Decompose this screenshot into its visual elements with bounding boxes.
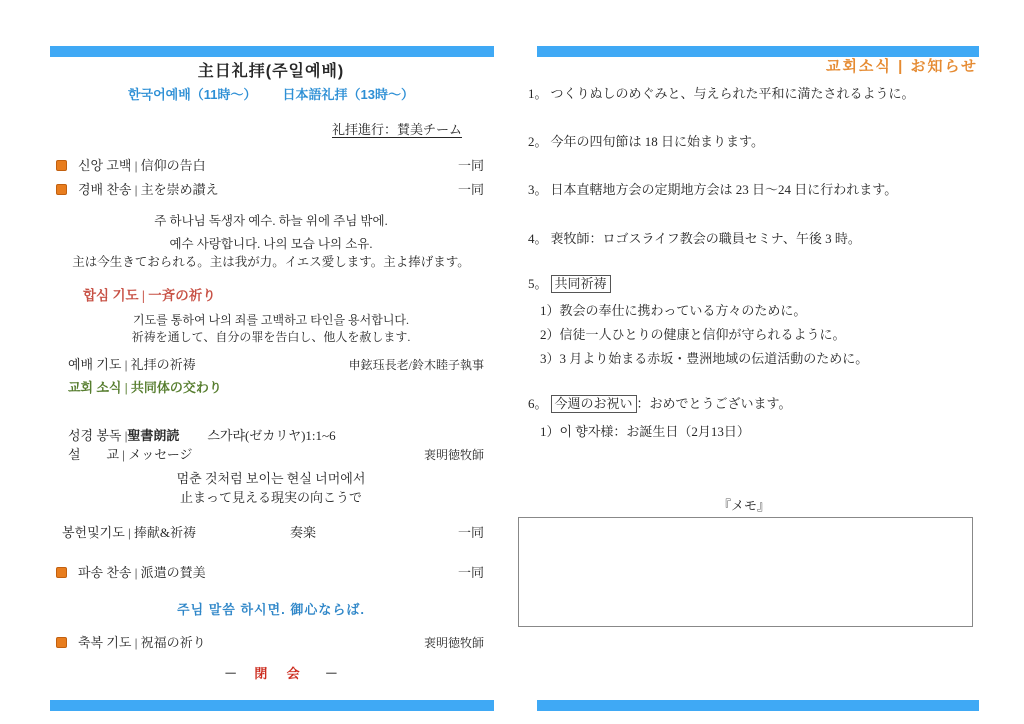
orange-square-bullet-icon	[56, 567, 67, 578]
worship-leader-text: 礼拝進行：賛美チーム	[331, 122, 462, 137]
item-text: ：おめでとうございます。	[636, 396, 792, 411]
boxed-label: 共同祈祷	[551, 275, 611, 293]
item-performer: 一同	[457, 525, 484, 540]
item-label-jp: 聖書朗読	[127, 428, 180, 443]
item-text: 日本直轄地方会の定期地方会は 23 日～24 日に行われます。	[550, 182, 898, 197]
item-text: つくりぬしのめぐみと、与えられた平和に満たされるように。	[550, 86, 915, 101]
scripture-reference: 스가랴(ゼカリヤ)1:1~6	[207, 428, 336, 443]
announcements-heading: 교회소식 | お知らせ	[825, 58, 978, 75]
closing-label: 閉 会	[254, 666, 308, 681]
item-number: 5。	[528, 276, 548, 291]
item-label: 교회 소식 | 共同体の交わり	[68, 380, 222, 395]
orange-square-bullet-icon	[56, 637, 67, 648]
union-prayer-desc-kr: 기도를 통하여 나의 죄를 고백하고 타인을 용서합니다.	[132, 313, 410, 327]
announcement-3	[528, 182, 978, 198]
item-text: 今年の四旬節は 18 日に始まります。	[550, 134, 764, 149]
worship-item-confession	[50, 158, 492, 174]
item-performer: 裵明徳牧師	[423, 636, 484, 650]
item-number: 6。	[528, 396, 548, 411]
item-performer: 裵明徳牧師	[423, 448, 484, 462]
announcement-5-sub-2: 2）信徒一人ひとりの健康と信仰が守られるように。	[540, 327, 846, 342]
worship-item-sermon	[50, 447, 492, 463]
orange-square-bullet-icon	[56, 184, 67, 195]
announcement-5-sub-3: 3）3 月より始まる赤坂・豊洲地域の伝道活動のために。	[540, 351, 869, 366]
announcement-5-sub-1: 1）教会の奉仕に携わっている方々のために。	[540, 303, 807, 318]
item-number: 1。	[528, 86, 548, 101]
item-label: 축복 기도 | 祝福の祈り	[78, 635, 206, 650]
item-label: 파송 찬송 | 派遣の賛美	[78, 565, 206, 580]
worship-item-sending-hymn	[50, 565, 492, 581]
korean-service-time: 한국어예배（11時～）	[127, 87, 257, 102]
announcement-6	[528, 396, 978, 412]
item-performer: 一同	[457, 565, 484, 580]
announcement-4	[528, 231, 978, 247]
offering-music-label: 奏楽	[290, 525, 317, 540]
worship-leader-line	[50, 122, 492, 138]
item-text: 裵牧師：ロゴスライフ教会の職員セミナ、午後 3 時。	[550, 231, 861, 246]
worship-item-union-prayer: 합심 기도 | 一斉の祈り	[83, 288, 216, 303]
boxed-label: 今週のお祝い	[551, 395, 637, 413]
item-performer: 一同	[457, 182, 484, 197]
sermon-title-kr: 멈춘 것처럼 보이는 현실 너머에서	[176, 471, 366, 486]
hymn-line-2: 예수 사랑합니다. 나의 모습 나의 소유.	[169, 237, 373, 251]
worship-item-praise	[50, 182, 492, 198]
item-number: 2。	[528, 134, 548, 149]
japanese-service-time: 日本語礼拝（13時～）	[282, 87, 414, 102]
orange-square-bullet-icon	[56, 160, 67, 171]
memo-box	[518, 517, 973, 627]
worship-item-prayer	[50, 357, 492, 373]
memo-title: 『メモ』	[717, 498, 770, 513]
item-label: 설 교 | メッセージ	[68, 447, 193, 462]
response-hymn-line: 주님 말씀 하시면. 御心ならば.	[177, 602, 365, 617]
announcements-section	[528, 0, 978, 724]
sermon-title-jp: 止まって見える現実の向こうで	[179, 490, 362, 505]
item-performer: 一同	[457, 158, 484, 173]
item-label: 성경 봉독 |	[68, 428, 128, 443]
union-prayer-desc-jp: 祈祷を通して、自分の罪を告白し、他人を赦します.	[131, 330, 411, 344]
worship-item-blessing	[50, 635, 492, 651]
announcement-5	[528, 276, 978, 292]
item-label: 신앙 고백 | 信仰の告白	[78, 158, 206, 173]
item-number: 3。	[528, 182, 548, 197]
announcement-2	[528, 134, 978, 150]
item-label: 예배 기도 | 礼拝の祈祷	[68, 357, 196, 372]
announcement-1	[528, 86, 978, 102]
hymn-line-1: 주 하나님 독생자 예수. 하늘 위에 주님 밖에.	[154, 214, 388, 228]
item-performer: 申鉉珏長老/鈴木睦子執事	[348, 358, 484, 372]
closing-dash-left: －	[224, 666, 238, 681]
worship-item-offering	[50, 525, 492, 541]
page-title: 主日礼拝(주일예배)	[197, 63, 345, 80]
announcement-6-sub-1: 1）이 향자様：お誕生日（2月13日）	[540, 424, 750, 439]
worship-item-church-news	[50, 380, 492, 396]
hymn-line-3: 主は今生きておられる。主は我が力。イエス愛します。主よ捧げます。	[72, 255, 470, 269]
closing-line	[50, 666, 492, 682]
worship-item-scripture	[50, 428, 492, 444]
item-number: 4。	[528, 231, 548, 246]
closing-dash-right: －	[324, 666, 338, 681]
worship-order-section	[50, 0, 492, 724]
service-times	[50, 87, 492, 103]
item-label: 봉헌및기도 | 捧献&祈祷	[62, 525, 197, 540]
item-label: 경배 찬송 | 主を崇め讃え	[78, 182, 219, 197]
